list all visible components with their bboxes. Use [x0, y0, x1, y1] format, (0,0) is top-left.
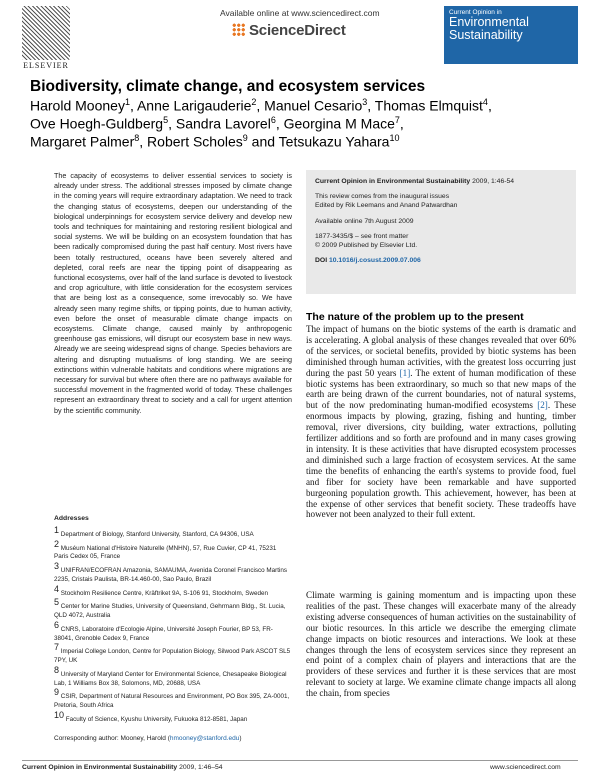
doi-link[interactable]: 10.1016/j.cosust.2009.07.006 — [328, 257, 421, 265]
address-item: $^3$ UNIFRAN/ECOFRAN Amazonia, SAMAUMA, Avenida Coronel Francisco Martins 2235, Cristais Paulista, BR-14.460-00, Sao Paulo, Brazil — [54, 561, 288, 583]
available-online-text: Available online at www.sciencedirect.com — [220, 8, 380, 18]
elsevier-tree-icon — [22, 6, 70, 60]
info-doi: DOI 10.1016/j.cosust.2009.07.006 — [315, 257, 421, 265]
body-paragraph-2: Climate warming is gaining momentum and is impacting upon these realities of the past. These changes will exacerbate many of the already existing adverse consequences of human activities on the sustainability of our biotic resources. In this article we describe the emerging climate change impacts on biotic resources and interactions. We look at these changes through the lens of ecosystem services since they represent an end point of a complex chain of players and interactions that are the providers of these services and further it is these services that are most relevant to society at large. We examine climate change impacts all along the chain, from species — [306, 590, 576, 699]
corresponding-author: Corresponding author: Mooney, Harold (hmooney@stanford.edu) — [54, 735, 242, 742]
address-item: $^2$ Muséum National d'Histoire Naturelle (MNHN), 57, Rue Cuvier, CP 41, 75231 Paris Cedex 05, France — [54, 538, 277, 561]
authors-line-2: Ove Hoegh-Guldberg$^5$, Sandra Lavorel$^6$, Georgina M Mace$^7$, — [30, 115, 404, 132]
sciencedirect-logo — [232, 22, 346, 39]
journal-cover-box — [444, 6, 578, 64]
address-item: $^9$ CSIR, Department of Natural Resources and Environment, PO Box 395, ZA-0001, Pretoria, South Africa — [54, 687, 290, 710]
journal-box-line3: Sustainability — [449, 28, 523, 42]
abstract-text: The capacity of ecosystems to deliver essential services to society is already under stress. The additional stresses imposed by climate change in the coming years will require extraordinary adaptation. We need to track the changing status of ecosystems, deepen our understanding of the biological underpinnings for ecosystem service delivery and develop new tools and techniques for maintaining and restoring resilient biological and social systems. We will be building on an ecosystem foundation that has been radically compromised during the past half century. Most rivers have been totally restructured, oceans have been severely altered and depleted, coral reefs are near the tipping point of disappearing as functional ecosystems, over half of the land surface is devoted to livestock and crop agriculture, with little consideration for the ecosystem services that are being lost as a consequence, some irrevocably so. We have already seen many regime shifts, or tipping points, due to human activity, even before the onset of measurable climate change impacts on ecosystems. Climate change, caused mainly by anthropogenic greenhouse gas emissions, will disrupt our ecosystem base in new ways. Already we are seeing widespread signs of change. Species behaviors are altering and disrupting mutualisms of long standing. We are seeing extinctions within vulnerable habitats and conditions where migrations are necessary for survival but where often there are no pathways available for successful movement in the fragmented world of today. These challenges represent an extraordinary threat to society and a call for urgent attention by the scientific community. — [54, 171, 292, 415]
journal-box-line2: Environmental — [449, 15, 529, 29]
elsevier-logo — [22, 6, 70, 70]
author-email-link[interactable]: hmooney@stanford.edu — [169, 735, 240, 742]
info-journal: Current Opinion in Environmental Sustainability — [315, 178, 471, 185]
sciencedirect-dots-icon — [232, 23, 246, 37]
address-item: $^{10}$ Faculty of Science, Kyushu University, Fukuoka 812-8581, Japan — [54, 709, 248, 723]
addresses-heading: Addresses — [54, 515, 89, 522]
citation-link-2[interactable]: [2] — [537, 400, 548, 411]
address-item: $^5$ Center for Marine Studies, University of Queensland, Gehrmann Bldg., St. Lucia, QLD 4072, Australia — [54, 597, 286, 620]
address-item: $^4$ Stockholm Resilience Centre, Kräftriket 9A, S-106 91, Stockholm, Sweden — [54, 583, 268, 597]
footer-journal: Current Opinion in Environmental Sustainability 2009, 1:46–54 — [22, 764, 223, 771]
citation-link-1[interactable]: [1] — [399, 367, 411, 378]
info-issn-line: 1877-3435/$ – see front matter — [315, 232, 409, 240]
article-title: Biodiversity, climate change, and ecosystem services — [30, 78, 426, 95]
info-review-line: This review comes from the inaugural issues — [315, 193, 450, 201]
body-paragraph-1: The impact of humans on the biotic systems of the earth is dramatic and is accelerating. A global analysis of these changes revealed that over 60% of the services, or societal benefits, provided by biotic systems has been diminished through human activities, with the greatest loss occurring just during the past 50 years [1]. The extent of human modification of these biotic systems has been extraordinary, so much so that new maps of the earth are being drawn of the current boundaries, not of natural systems, but of the now predominating human-modified ecosystems [2]. These enormous impacts by plowing, grazing, fishing and hunting, timber removal, river diversions, city building, water extractions, polluting fertilizer additions and so forth are profound and in many cases growing in intensity. It is these activities that have disrupted ecosystem processes and diminished such a large fraction of ecosystem services. At the same time the benefits of enhancing the earth's systems to provide food, fuel and fiber for society have been remarkable and have supported burgeoning population growth. This achievement, however, has been at the expense of other services that benefit society. These tradeoffs have however not been analyzed to their full extent. — [306, 324, 576, 520]
info-copyright-line: © 2009 Published by Elsevier Ltd. — [315, 242, 418, 250]
sciencedirect-wordmark: ScienceDirect — [249, 22, 346, 39]
address-item: $^1$ Department of Biology, Stanford University, Stanford, CA 94306, USA — [54, 524, 254, 538]
address-item: $^7$ Imperial College London, Centre for Population Biology, Silwood Park ASCOT SL5 7PY, UK — [54, 642, 291, 665]
info-available-line: Available online 7th August 2009 — [315, 217, 414, 225]
footer-site: www.sciencedirect.com — [490, 764, 561, 771]
authors-line-3: Margaret Palmer$^8$, Robert Scholes$^9$ and Tetsukazu Yahara$^{10}$ — [30, 133, 400, 150]
info-edited-line: Edited by Rik Leemans and Anand Patwardhan — [315, 202, 458, 210]
article-info-box — [306, 170, 576, 294]
info-citation: 2009, 1:46-54 — [470, 178, 515, 185]
section-heading: The nature of the problem up to the present — [306, 311, 524, 323]
addresses-block — [54, 515, 292, 725]
elsevier-wordmark: ELSEVIER — [23, 61, 69, 70]
authors-line-1: Harold Mooney$^1$, Anne Larigauderie$^2$, Manuel Cesario$^3$, Thomas Elmquist$^4$, — [30, 97, 492, 114]
journal-box-line1: Current Opinion in — [449, 9, 502, 16]
address-item: $^6$ CNRS, Laboratoire d'Ecologie Alpine, Université Joseph Fourier, BP 53, FR-38041, Grenoble Cedex 9, France — [54, 619, 273, 642]
address-item: $^8$ University of Maryland Center for Environmental Science, Chesapeake Biological Lab, 1 Williams Box 38, Solomons, MD, 20688, USA — [54, 664, 287, 687]
footer-divider — [22, 760, 578, 761]
